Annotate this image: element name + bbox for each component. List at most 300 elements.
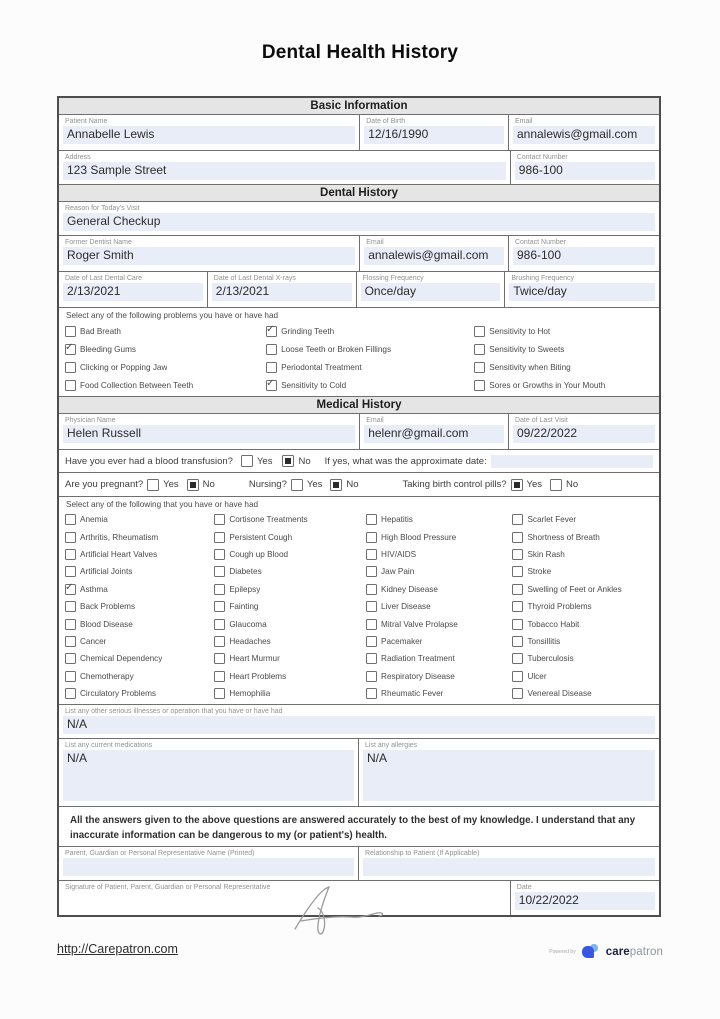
condition-item: [366, 528, 512, 545]
rep-name-label: Parent, Guardian or Personal Representative Name (Printed): [65, 850, 255, 858]
condition-item: [214, 650, 366, 667]
birth-control-question: Taking birth control pills?: [402, 479, 507, 490]
dental-email-label: Email: [366, 239, 384, 246]
section-header-medical-history: Medical History: [59, 397, 659, 414]
problem-checkbox[interactable]: [474, 362, 485, 373]
problem-item: [474, 358, 653, 376]
condition-checkbox[interactable]: [512, 636, 523, 647]
problem-item: [65, 376, 266, 394]
problem-item: [266, 340, 474, 358]
relationship-cell: [359, 847, 659, 880]
yes-label: Yes: [526, 479, 543, 490]
condition-label: Cortisone Treatments: [229, 515, 308, 525]
birth-control-yes-group: [511, 479, 543, 491]
condition-item: [512, 633, 653, 650]
condition-checkbox[interactable]: [65, 636, 76, 647]
condition-checkbox[interactable]: [65, 601, 76, 612]
condition-checkbox[interactable]: [366, 688, 377, 699]
condition-label: Persistent Cough: [229, 532, 293, 542]
basic-contact-label: Contact Number: [516, 154, 568, 161]
conditions-columns: [65, 511, 653, 702]
condition-label: Shortness of Breath: [527, 532, 600, 542]
basic-contact-field[interactable]: 986-100: [515, 162, 655, 180]
brand-bold: care: [605, 945, 630, 958]
condition-checkbox[interactable]: [214, 549, 225, 560]
problem-label: Loose Teeth or Broken Fillings: [281, 344, 392, 354]
former-dentist-label: Former Dentist Name: [65, 239, 132, 246]
problem-label: Bleeding Gums: [80, 344, 136, 354]
condition-item: [512, 598, 653, 615]
condition-checkbox[interactable]: [214, 671, 225, 682]
condition-item: [366, 581, 512, 598]
condition-item: [512, 615, 653, 632]
condition-item: [214, 563, 366, 580]
condition-label: Heart Problems: [229, 671, 287, 681]
condition-label: Stroke: [527, 567, 552, 577]
signature-date-label: Date: [516, 884, 532, 892]
condition-item: [214, 633, 366, 650]
condition-checkbox[interactable]: [366, 653, 377, 664]
reason-row: [59, 202, 659, 236]
condition-checkbox[interactable]: [512, 549, 523, 560]
problem-item: [65, 322, 266, 340]
consent-statement: All the answers given to the above questions are answered accurately to the best of my knowledge. I understand that any inaccurate information can be dangerous to my (or patient's) health.: [70, 815, 636, 841]
medications-label: List any current medications: [65, 742, 153, 750]
problem-item: [266, 376, 474, 394]
condition-label: Skin Rash: [527, 549, 565, 559]
transfusion-date-field[interactable]: [491, 455, 653, 468]
condition-checkbox[interactable]: [366, 549, 377, 560]
condition-checkbox[interactable]: [512, 532, 523, 543]
condition-checkbox[interactable]: [65, 619, 76, 630]
problem-item: [474, 340, 653, 358]
condition-label: Chemical Dependency: [80, 654, 163, 664]
last-xrays-cell: [208, 272, 357, 307]
problems-intro: Select any of the following problems you have or have had: [66, 311, 279, 320]
problem-checkbox[interactable]: [65, 344, 76, 355]
conditions-row: [59, 497, 659, 705]
condition-label: Asthma: [80, 584, 108, 594]
birth-control-no-group: [550, 479, 578, 491]
last-care-field[interactable]: 2/13/2021: [63, 283, 203, 301]
condition-checkbox[interactable]: [65, 566, 76, 577]
condition-checkbox[interactable]: [214, 688, 225, 699]
condition-checkbox[interactable]: [512, 584, 523, 595]
condition-item: [512, 581, 653, 598]
physician-label: Physician Name: [65, 417, 116, 424]
last-visit-label: Date of Last Visit: [514, 417, 568, 424]
dob-field[interactable]: 12/16/1990: [364, 126, 504, 144]
former-dentist-cell: [59, 236, 360, 271]
basic-email-label: Email: [514, 118, 533, 125]
physician-cell: [59, 414, 360, 449]
condition-item: [65, 633, 214, 650]
problem-checkbox[interactable]: [65, 326, 76, 337]
problem-label: Sores or Growths in Your Mouth: [489, 380, 606, 390]
condition-checkbox[interactable]: [366, 601, 377, 612]
brand-light: patron: [629, 945, 663, 958]
carepatron-link[interactable]: http://Carepatron.com: [57, 942, 178, 956]
patient-name-label: Patient Name: [65, 118, 108, 125]
condition-checkbox[interactable]: [512, 619, 523, 630]
problem-item: [474, 376, 653, 394]
condition-checkbox[interactable]: [366, 636, 377, 647]
condition-checkbox[interactable]: [214, 514, 225, 525]
condition-label: Thyroid Problems: [527, 602, 592, 612]
signature-label: Signature of Patient, Parent, Guardian or Personal Representative: [65, 884, 271, 892]
condition-item: [366, 563, 512, 580]
condition-checkbox[interactable]: [366, 671, 377, 682]
problem-label: Clicking or Popping Jaw: [80, 362, 168, 372]
medications-field[interactable]: N/A: [63, 750, 354, 801]
nursing-no-group: [330, 479, 358, 491]
condition-item: [366, 598, 512, 615]
condition-item: [65, 528, 214, 545]
condition-label: Headaches: [229, 636, 271, 646]
problem-label: Sensitivity when Biting: [489, 362, 571, 372]
condition-checkbox[interactable]: [512, 514, 523, 525]
condition-label: Swelling of Feet or Ankles: [527, 584, 622, 594]
physician-field[interactable]: Helen Russell: [63, 425, 355, 443]
condition-label: Liver Disease: [381, 602, 431, 612]
patient-name-field[interactable]: Annabelle Lewis: [63, 126, 355, 144]
last-visit-cell: [509, 414, 659, 449]
transfusion-question: Have you ever had a blood transfusion?: [65, 455, 233, 467]
pregnant-no-checkbox[interactable]: [187, 479, 199, 491]
condition-label: Tobacco Habit: [527, 619, 580, 629]
other-illnesses-field[interactable]: N/A: [63, 716, 655, 734]
condition-label: Blood Disease: [80, 619, 133, 629]
signature-scribble: [289, 885, 439, 941]
signature-date-cell: [511, 881, 659, 915]
condition-item: [366, 633, 512, 650]
dental-contact-label: Contact Number: [514, 239, 566, 246]
condition-item: [366, 546, 512, 563]
nursing-no-checkbox[interactable]: [330, 479, 342, 491]
patient-name-cell: [59, 115, 360, 150]
condition-checkbox[interactable]: [512, 653, 523, 664]
transfusion-yes-group: [241, 455, 273, 467]
condition-label: Heart Murmur: [229, 654, 280, 664]
pregnant-yes-checkbox[interactable]: [147, 479, 159, 491]
pregnant-question: Are you pregnant?: [65, 479, 144, 490]
conditions-col-2: [214, 511, 366, 702]
condition-item: [214, 615, 366, 632]
condition-label: Respiratory Disease: [381, 671, 455, 681]
condition-label: Artificial Joints: [80, 567, 133, 577]
condition-item: [65, 563, 214, 580]
condition-label: Circulatory Problems: [80, 689, 156, 699]
relationship-label: Relationship to Patient (If Applicable): [365, 850, 480, 858]
no-label: No: [566, 479, 579, 490]
problem-checkbox[interactable]: [474, 344, 485, 355]
condition-checkbox[interactable]: [366, 566, 377, 577]
statement-row: [59, 807, 659, 847]
condition-label: Cough up Blood: [229, 549, 289, 559]
conditions-col-4: [512, 511, 653, 702]
former-dentist-row: [59, 236, 659, 272]
condition-checkbox[interactable]: [512, 566, 523, 577]
statement-cell: [59, 807, 659, 846]
condition-checkbox[interactable]: [65, 549, 76, 560]
reason-cell: [59, 202, 659, 235]
medical-email-label: Email: [366, 417, 384, 424]
reason-field[interactable]: General Checkup: [63, 213, 655, 231]
rep-name-cell: [59, 847, 359, 880]
problem-checkbox[interactable]: [474, 326, 485, 337]
last-care-cell: [59, 272, 208, 307]
last-xrays-label: Date of Last Dental X-rays: [213, 275, 296, 282]
condition-checkbox[interactable]: [512, 688, 523, 699]
page-title: Dental Health History: [261, 42, 459, 63]
condition-label: Epilepsy: [229, 584, 261, 594]
condition-label: Cancer: [80, 636, 107, 646]
problem-label: Food Collection Between Teeth: [80, 380, 194, 390]
medical-email-cell: [360, 414, 509, 449]
medical-email-field[interactable]: helenr@gmail.com: [364, 425, 504, 443]
problem-item: [65, 358, 266, 376]
condition-label: HIV/AIDS: [381, 549, 417, 559]
dental-contact-cell: [509, 236, 659, 271]
flossing-field[interactable]: Once/day: [361, 283, 501, 301]
nursing-question: Nursing?: [248, 479, 287, 490]
condition-checkbox[interactable]: [214, 584, 225, 595]
condition-checkbox[interactable]: [65, 653, 76, 664]
condition-item: [65, 668, 214, 685]
signature-date-field[interactable]: 10/22/2022: [515, 892, 655, 910]
problem-checkbox[interactable]: [474, 380, 485, 391]
physician-row: [59, 414, 659, 450]
conditions-intro: Select any of the following that you have or have had: [66, 500, 259, 509]
address-field[interactable]: 123 Sample Street: [63, 162, 506, 180]
conditions-col-1: [65, 511, 214, 702]
condition-label: Pacemaker: [381, 636, 423, 646]
birth-control-yes-checkbox[interactable]: [511, 479, 523, 491]
yes-label: Yes: [256, 455, 273, 467]
dental-email-field[interactable]: annalewis@gmail.com: [364, 247, 504, 265]
condition-item: [214, 511, 366, 528]
dental-email-cell: [360, 236, 509, 271]
other-illnesses-cell: [59, 705, 659, 738]
condition-checkbox[interactable]: [366, 619, 377, 630]
condition-item: [512, 546, 653, 563]
condition-label: Anemia: [80, 515, 108, 525]
transfusion-row: [59, 450, 659, 473]
nursing-yes-group: [291, 479, 323, 491]
condition-label: High Blood Pressure: [381, 532, 457, 542]
condition-item: [65, 685, 214, 702]
condition-label: Ulcer: [527, 671, 547, 681]
address-cell: [59, 151, 511, 184]
problem-label: Periodontal Treatment: [281, 362, 362, 372]
condition-checkbox[interactable]: [366, 584, 377, 595]
condition-label: Radiation Treatment: [381, 654, 455, 664]
condition-label: Tonsillitis: [527, 636, 561, 646]
pregnancy-row: [59, 473, 659, 497]
condition-item: [512, 650, 653, 667]
problems-col-2: [266, 322, 474, 394]
condition-checkbox[interactable]: [366, 532, 377, 543]
dob-label: Date of Birth: [366, 118, 406, 125]
other-illnesses-row: [59, 705, 659, 739]
yes-label: Yes: [306, 479, 323, 490]
condition-item: [214, 685, 366, 702]
dental-dates-row: [59, 272, 659, 308]
basic-email-cell: [509, 115, 659, 150]
relationship-field[interactable]: [363, 858, 655, 876]
last-visit-field[interactable]: 09/22/2022: [513, 425, 655, 443]
signature-row: [59, 881, 659, 915]
condition-item: [65, 598, 214, 615]
condition-label: Hepatitis: [381, 515, 413, 525]
brushing-field[interactable]: Twice/day: [509, 283, 655, 301]
condition-item: [512, 563, 653, 580]
condition-item: [512, 668, 653, 685]
problem-checkbox[interactable]: [266, 344, 277, 355]
condition-label: Rheumatic Fever: [381, 689, 444, 699]
condition-item: [366, 685, 512, 702]
basic-email-field[interactable]: annalewis@gmail.com: [513, 126, 655, 144]
medications-cell: [59, 739, 359, 806]
problem-checkbox[interactable]: [65, 362, 76, 373]
problems-row: [59, 308, 659, 397]
condition-item: [366, 511, 512, 528]
condition-label: Chemotherapy: [80, 671, 134, 681]
dental-history-form: [57, 96, 661, 917]
problem-checkbox[interactable]: [266, 326, 277, 337]
condition-label: Mitral Valve Prolapse: [381, 619, 458, 629]
no-label: No: [346, 479, 359, 490]
condition-label: Hemophilia: [229, 689, 271, 699]
condition-label: Venereal Disease: [527, 689, 592, 699]
condition-checkbox[interactable]: [65, 514, 76, 525]
condition-label: Arthritis, Rheumatism: [80, 532, 159, 542]
dob-cell: [360, 115, 509, 150]
condition-checkbox[interactable]: [214, 653, 225, 664]
condition-checkbox[interactable]: [512, 601, 523, 612]
conditions-col-3: [366, 511, 512, 702]
condition-checkbox[interactable]: [214, 566, 225, 577]
brushing-cell: [505, 272, 659, 307]
reason-label: Reason for Today's Visit: [65, 205, 140, 212]
condition-checkbox[interactable]: [214, 619, 225, 630]
problem-checkbox[interactable]: [65, 380, 76, 391]
condition-label: Scarlet Fever: [527, 515, 577, 525]
dental-contact-field[interactable]: 986-100: [513, 247, 655, 265]
problem-label: Sensitivity to Hot: [489, 326, 551, 336]
problem-label: Sensitivity to Cold: [281, 380, 347, 390]
condition-label: Back Problems: [80, 602, 136, 612]
condition-label: Jaw Pain: [381, 567, 415, 577]
condition-checkbox[interactable]: [65, 671, 76, 682]
problems-col-3: [474, 322, 653, 394]
pregnant-no-group: [187, 479, 215, 491]
transfusion-no-checkbox[interactable]: [282, 455, 294, 467]
representative-row: [59, 847, 659, 881]
problem-label: Grinding Teeth: [281, 326, 335, 336]
problems-columns: [65, 322, 653, 394]
carepatron-wordmark: [606, 946, 663, 958]
condition-checkbox[interactable]: [366, 514, 377, 525]
address-label: Address: [65, 154, 91, 161]
transfusion-no-group: [282, 455, 310, 467]
other-illnesses-label: List any other serious illnesses or operation that you have or have had: [65, 708, 283, 716]
problems-col-1: [65, 322, 266, 394]
allergies-label: List any allergies: [365, 742, 418, 750]
condition-item: [214, 668, 366, 685]
pregnant-yes-group: [147, 479, 179, 491]
condition-checkbox[interactable]: [214, 532, 225, 543]
section-header-dental-history: Dental History: [59, 185, 659, 202]
problem-item: [266, 358, 474, 376]
problem-item: [474, 322, 653, 340]
condition-item: [512, 685, 653, 702]
condition-checkbox[interactable]: [214, 636, 225, 647]
basic-contact-cell: [511, 151, 659, 184]
condition-label: Artificial Heart Valves: [80, 549, 158, 559]
problem-checkbox[interactable]: [266, 380, 277, 391]
yes-label: Yes: [163, 479, 179, 490]
brushing-label: Brushing Frequency: [511, 275, 575, 282]
condition-checkbox[interactable]: [65, 688, 76, 699]
no-label: No: [298, 455, 311, 467]
powered-by-block: [549, 944, 663, 959]
allergies-cell: [359, 739, 659, 806]
condition-item: [214, 528, 366, 545]
problem-checkbox[interactable]: [266, 362, 277, 373]
problem-item: [266, 322, 474, 340]
problem-label: Sensitivity to Sweets: [489, 344, 565, 354]
section-header-basic-information: Basic Information: [59, 98, 659, 115]
transfusion-yes-checkbox[interactable]: [241, 455, 253, 467]
condition-item: [366, 668, 512, 685]
problem-item: [65, 340, 266, 358]
condition-item: [366, 615, 512, 632]
last-care-label: Date of Last Dental Care: [65, 275, 143, 282]
condition-label: Kidney Disease: [381, 584, 438, 594]
condition-label: Fainting: [229, 602, 259, 612]
problems-cell: [59, 308, 659, 396]
conditions-cell: [59, 497, 659, 704]
condition-checkbox[interactable]: [214, 601, 225, 612]
signature-cell[interactable]: [59, 881, 511, 915]
condition-item: [65, 581, 214, 598]
condition-label: Diabetes: [229, 567, 262, 577]
flossing-label: Flossing Frequency: [362, 275, 424, 282]
condition-item: [214, 581, 366, 598]
condition-label: Tuberculosis: [527, 654, 574, 664]
condition-item: [366, 650, 512, 667]
condition-item: [512, 528, 653, 545]
medications-allergies-row: [59, 739, 659, 807]
page-footer: [57, 942, 663, 959]
no-label: No: [202, 479, 215, 490]
basic-row-2: [59, 151, 659, 185]
condition-item: [65, 511, 214, 528]
nursing-yes-checkbox[interactable]: [291, 479, 303, 491]
rep-name-field[interactable]: [63, 858, 354, 876]
birth-control-no-checkbox[interactable]: [550, 479, 562, 491]
basic-row-1: [59, 115, 659, 151]
condition-checkbox[interactable]: [65, 584, 76, 595]
condition-checkbox[interactable]: [65, 532, 76, 543]
condition-checkbox[interactable]: [512, 671, 523, 682]
carepatron-logo-icon: [582, 944, 600, 959]
former-dentist-field[interactable]: Roger Smith: [63, 247, 355, 265]
allergies-field[interactable]: N/A: [363, 750, 655, 801]
last-xrays-field[interactable]: 2/13/2021: [212, 283, 352, 301]
problem-label: Bad Breath: [80, 326, 121, 336]
